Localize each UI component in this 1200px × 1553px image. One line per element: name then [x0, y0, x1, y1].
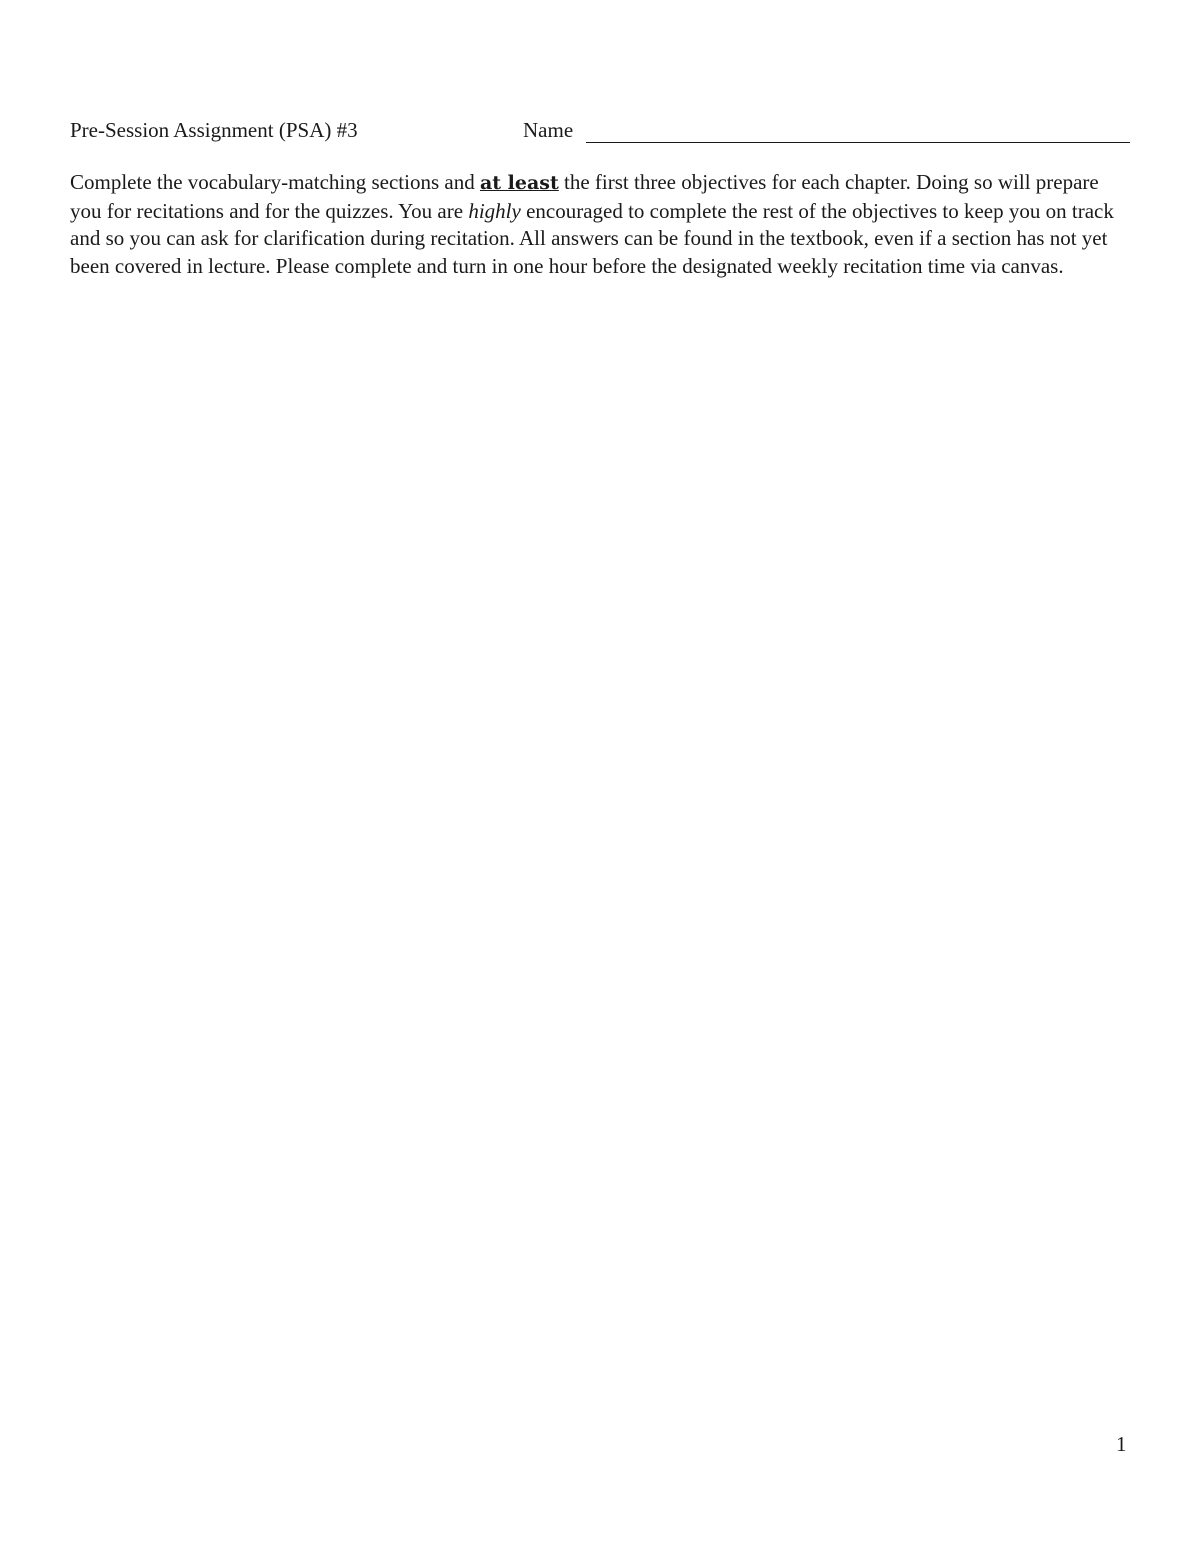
instructions-text-part1: Complete the vocabulary-matching sections and [70, 170, 480, 194]
assignment-title: Pre-Session Assignment (PSA) #3 [70, 118, 358, 142]
name-blank-line [586, 142, 1130, 143]
header-row [70, 116, 1130, 146]
instructions-text-part2: the first three objectives for each chapter. Doing so will prepare you for recitations and for the quizzes. You are [70, 170, 1099, 223]
instructions-paragraph [70, 169, 1130, 280]
instructions-text-part3: encouraged to complete the rest of the objectives to keep you on track and so you can ask for clarification during recitation. All answers can be found in the textbook, even if a section has not yet been covered in lecture. Please complete and turn in one hour before the designated weekly recitation time via canvas. [70, 198, 1114, 278]
instructions-emphasis-bold: at least [479, 172, 559, 194]
instructions-emphasis-italic: highly [468, 198, 521, 223]
name-label: Name [523, 118, 574, 142]
page-number: 1 [1116, 1432, 1127, 1456]
name-field-block [523, 116, 1130, 146]
